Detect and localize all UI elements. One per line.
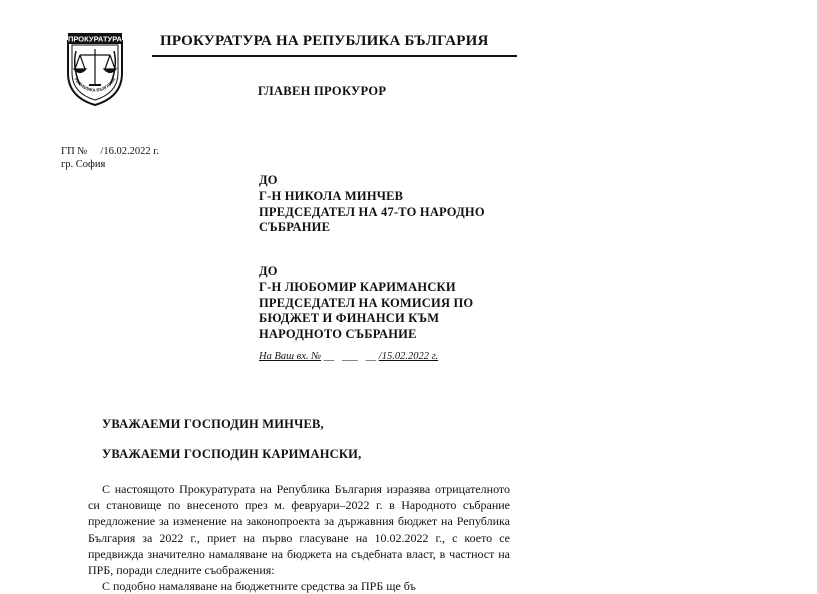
recipient-line: ПРЕДСЕДАТЕЛ НА КОМИСИЯ ПО [259, 295, 474, 310]
header-underline [152, 55, 517, 57]
salutation-1: УВАЖАЕМИ ГОСПОДИН МИНЧЕВ, [102, 417, 324, 431]
reference-blank: __ ___ __ [323, 351, 377, 362]
reference-line [259, 351, 438, 362]
body-paragraph: С настоящото Прокуратурата на Република България изразява отрицателното си становище по внесеното през м. февруари–2022 г. в Народното събрание предложение за изменение на законопроекта за държавния бюджет на Република България за 2022 г., приет на първо гласуване на 10.02.2022 г., с което се предвижда значително намаляване на бюджета на съдебната власт, в частност на ПРБ, поради следните съображения: [88, 482, 510, 578]
registration-city: гр. София [61, 159, 106, 170]
registration-number: ГП № /16.02.2022 г. [61, 146, 159, 157]
logo-bottom-text: РЕПУБЛИКА БЪЛГАРИЯ [73, 76, 117, 93]
letter-body [88, 481, 510, 594]
body-paragraph: С подобно намаляване на бюджетните средства за ПРБ ще бъ [102, 579, 416, 594]
recipient-line: Г-Н НИКОЛА МИНЧЕВ [259, 188, 404, 203]
recipient-line: ПРЕДСЕДАТЕЛ НА 47-ТО НАРОДНО [259, 204, 485, 219]
recipient-block-1 [259, 173, 485, 236]
recipient-line: НАРОДНОТО СЪБРАНИЕ [259, 327, 417, 342]
logo-top-text: ПРОКУРАТУРА [68, 34, 122, 44]
recipient-line: СЪБРАНИЕ [259, 220, 331, 235]
office-title: ГЛАВЕН ПРОКУРОР [258, 84, 387, 98]
recipient-line: Г-Н ЛЮБОМИР КАРИМАНСКИ [259, 279, 456, 294]
institution-title: ПРОКУРАТУРА НА РЕПУБЛИКА БЪЛГАРИЯ [160, 33, 489, 49]
recipient-line: ДО [259, 173, 278, 187]
reference-date: /15.02.2022 г. [378, 351, 439, 362]
recipient-block-2 [259, 264, 473, 343]
recipient-line: ДО [259, 264, 278, 278]
recipient-line: БЮДЖЕТ И ФИНАНСИ КЪМ [259, 311, 440, 326]
salutation-2: УВАЖАЕМИ ГОСПОДИН КАРИМАНСКИ, [102, 447, 362, 461]
reference-prefix: На Ваш вх. № [259, 351, 322, 362]
prosecution-emblem-icon [62, 27, 128, 107]
